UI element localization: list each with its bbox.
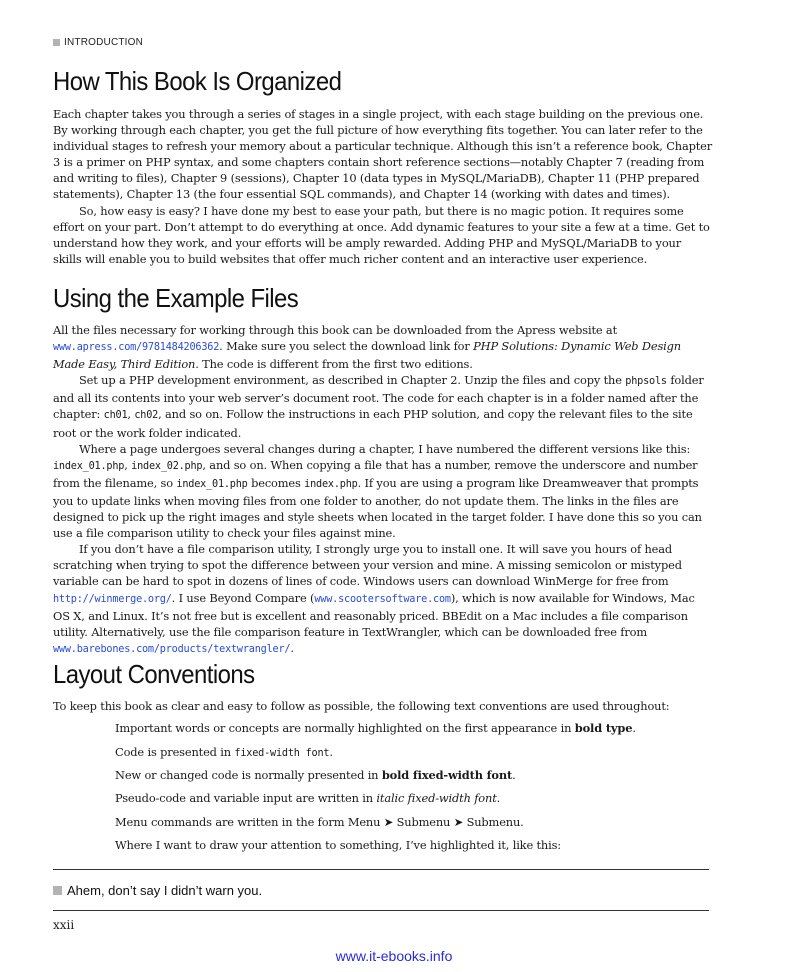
code: index.php	[304, 478, 358, 490]
bold-example: bold type	[574, 721, 633, 735]
paragraph: Set up a PHP development environment, as described in Chapter 2. Unzip the files and copy the phpsols folder and all its contents into your web server’s document root. The code for each chapter is in a folder named after the chapter: ch01, ch02, and so on. Follow the instructions in each PHP solution, and copy the relevant files to the site root or the work folder indicated.	[53, 373, 704, 440]
running-head-text: INTRODUCTION	[64, 37, 144, 48]
convention-item: Pseudo-code and variable input are written in italic fixed-width font.	[115, 791, 501, 805]
code: ch01	[103, 410, 128, 422]
note-text: Ahem, don’t say I didn’t warn you.	[67, 883, 263, 898]
conventions-intro: To keep this book as clear and easy to follow as possible, the following text conventions are used throughout:	[53, 699, 670, 713]
square-bullet-icon	[53, 886, 62, 895]
code: ch02	[134, 410, 159, 422]
paragraph: Where a page undergoes several changes during a chapter, I have numbered the different versions like this: index_01.php, index_02.php, and so on. When copying a file that has a number, remove the underscore and number from the filename, so index_01.php becomes index.php. If you are using a program like Dreamweaver that prompts you to update links when moving files from one folder to another, do not update them. The links in the files are designed to pick up the right images and style sheets when located in the target folder. I have done this so you can use a file comparison utility to check your files against mine.	[53, 441, 702, 541]
paragraph: All the files necessary for working through this book can be downloaded from the Apress website at www.apress.com/9781484206362. Make sure you select the download link for PHP Solutions: Dynamic Web Design Made Easy, Third Edition. The code is different from the first two editions.	[53, 323, 681, 372]
convention-item: New or changed code is normally presented in bold fixed-width font.	[115, 768, 516, 782]
note-rule-bottom	[53, 910, 709, 911]
code: index_02.php	[131, 460, 203, 472]
paragraph: Each chapter takes you through a series of stages in a single project, with each stage building on the previous one. By working through each chapter, you get the full picture of how everything fits together. You can later refer to the individual stages to refresh your memory about a particular technique. Although this isn’t a reference book, Chapter 3 is a primer on PHP syntax, and some chapters contain short reference sections—notably Chapter 7 (reading from and writing to files), Chapter 9 (sessions), Chapter 10 (data types in MySQL/MariaDB), Chapter 11 (PHP prepared statements), Chapter 13 (the four essential SQL commands), and Chapter 14 (working with dates and times).	[53, 107, 713, 202]
code: phpsols	[625, 376, 667, 388]
section-organized-body	[53, 106, 713, 267]
section-example-files-body	[53, 322, 713, 658]
note-box	[53, 883, 262, 898]
section-heading-organized: How This Book Is Organized	[53, 66, 342, 96]
code: index_01.php	[53, 460, 125, 472]
bold-code-example: bold fixed-width font	[381, 768, 513, 782]
scootersoftware-link[interactable]: www.scootersoftware.com	[314, 593, 451, 605]
paragraph: So, how easy is easy? I have done my best to ease your path, but there is no magic potion. It requires some effort on your part. Don’t attempt to do everything at once. Add dynamic features to your site a few at a time. Get to understand how they work, and your efforts will be amply rewarded. Adding PHP and MySQL/MariaDB to your skills will enable you to build websites that offer much richer content and an interactive user experience.	[53, 203, 710, 266]
section-heading-example-files: Using the Example Files	[53, 283, 299, 313]
paragraph: If you don’t have a file comparison utility, I strongly urge you to install one. It will save you hours of head scratching when trying to spot the difference between your version and mine. A missing semicolon or mistyped variable can be hard to spot in dozens of lines of code. Windows users can download WinMerge for free from http://winmerge.org/. I use Beyond Compare (www.scootersoftware.com), which is now available for Windows, Mac OS X, and Linux. It’s not free but is excellent and reasonably priced. BBEdit on a Mac includes a file comparison utility. Alternatively, use the file comparison feature in TextWrangler, which can be downloaded free from www.barebones.com/products/textwrangler/.	[53, 542, 695, 655]
convention-item: Menu commands are written in the form Menu ➤ Submenu ➤ Submenu.	[115, 815, 524, 829]
textwrangler-link[interactable]: www.barebones.com/products/textwrangler/	[53, 643, 291, 655]
page-number: xxii	[53, 918, 75, 932]
italic-code-example: italic fixed-width font	[376, 791, 497, 805]
apress-link[interactable]: www.apress.com/9781484206362	[53, 342, 220, 354]
code-example: fixed-width font	[234, 748, 330, 759]
convention-item: Important words or concepts are normally highlighted on the first appearance in bold type.	[115, 721, 636, 735]
note-rule-top	[53, 869, 709, 870]
square-bullet-icon	[53, 39, 60, 46]
convention-item: Code is presented in fixed-width font.	[115, 745, 333, 759]
code: index_01.php	[176, 478, 248, 490]
footer-link[interactable]: www.it-ebooks.info	[335, 948, 453, 964]
running-head	[53, 37, 143, 48]
winmerge-link[interactable]: http://winmerge.org/	[53, 593, 172, 605]
convention-item: Where I want to draw your attention to something, I’ve highlighted it, like this:	[115, 838, 561, 852]
section-heading-layout-conventions: Layout Conventions	[53, 659, 255, 689]
book-title: PHP Solutions: Dynamic Web Design Made Easy, Third Edition	[53, 339, 681, 372]
